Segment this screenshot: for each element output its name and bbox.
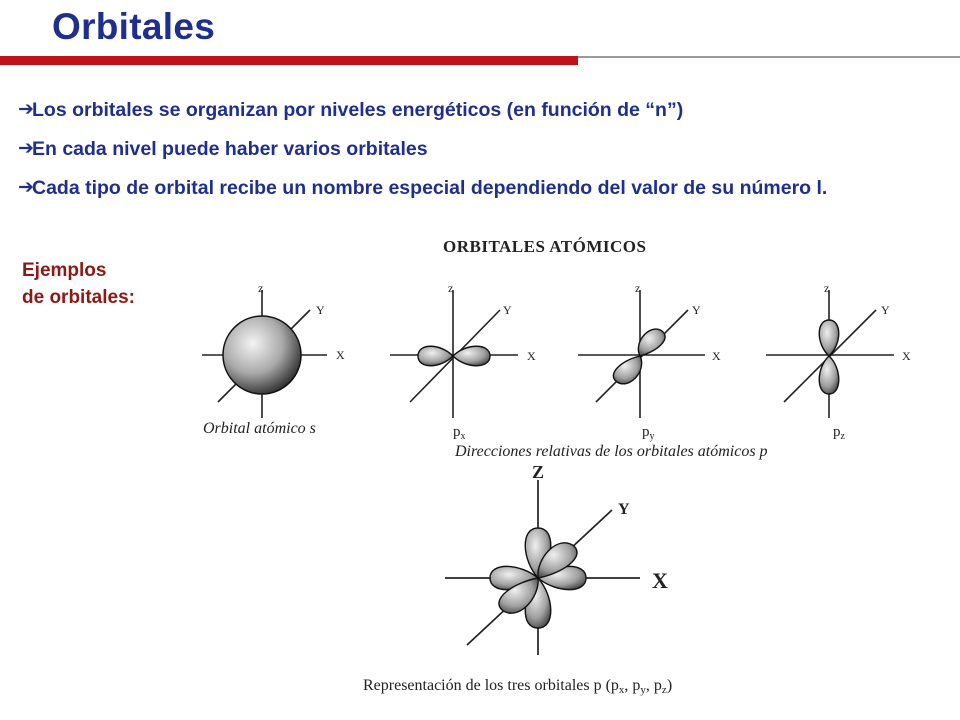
px-label (453, 424, 466, 442)
page-title: Orbitales (52, 6, 216, 47)
pz-label-sub: z (840, 431, 845, 442)
py-label (642, 424, 655, 442)
p-orbitals-caption: Direcciones relativas de los orbitales atómicos p (455, 443, 768, 460)
bullet-text: Cada tipo de orbital recibe un nombre especial dependiendo del valor de su número l. (32, 177, 828, 199)
s-orbital-sphere (223, 316, 301, 394)
combined-caption-sub-x: x (618, 684, 625, 696)
px-label-sub: x (460, 431, 466, 442)
py-axis-x-label: X (712, 349, 721, 363)
combined-caption-sub-z: z (661, 684, 667, 696)
px-axis-x-label: X (527, 349, 536, 363)
combined-caption-sep-1: , p (624, 677, 641, 694)
s-axis-y-label: Y (316, 303, 325, 317)
px-label-main: p (453, 424, 461, 440)
bullet-text: Los orbitales se organizan por niveles energéticos (en función de “n”) (32, 99, 684, 121)
py-axis-y-label: Y (692, 303, 701, 317)
pz-label (833, 424, 846, 442)
s-axis-z-label: z (258, 281, 264, 295)
px-orbital-lobes (418, 346, 490, 366)
combined-axis-x-label: X (652, 568, 668, 593)
combined-caption-sub-y: y (640, 684, 646, 696)
pz-orbital-lobes (819, 320, 839, 394)
py-label-sub: y (649, 431, 655, 442)
px-axis-y-label: Y (503, 303, 512, 317)
combined-caption-close: ) (666, 677, 673, 694)
arrow-bullet-icon: ➔ (18, 176, 34, 198)
py-axis-z-label: z (635, 281, 641, 295)
arrow-bullet-icon: ➔ (18, 137, 34, 159)
arrow-bullet-icon: ➔ (18, 98, 34, 120)
combined-axis-z-label: Z (532, 462, 545, 482)
pz-axis-x-label: X (902, 349, 911, 363)
s-orbital-caption: Orbital atómico s (203, 420, 316, 437)
py-label-main: p (642, 424, 650, 440)
examples-label-line-2: de orbitales: (22, 287, 135, 308)
combined-axis-y-label: Y (618, 501, 630, 518)
examples-label-line-1: Ejemplos (22, 260, 107, 281)
combined-caption-sep-2: , p (645, 677, 662, 694)
pz-label-main: p (833, 424, 841, 440)
figure-heading: ORBITALES ATÓMICOS (443, 237, 647, 256)
pz-axis-z-label: z (824, 281, 830, 295)
combined-caption-main: Representación de los tres orbitales p (p (363, 677, 619, 694)
bullet-text: En cada nivel puede haber varios orbitales (32, 138, 428, 160)
px-orbital-diagram (390, 290, 518, 418)
px-axis-z-label: z (448, 281, 454, 295)
combined-caption (363, 677, 672, 696)
combined-p-orbitals-lobes (490, 528, 586, 628)
pz-axis-y-label: Y (881, 303, 890, 317)
s-axis-x-label: X (336, 348, 345, 362)
